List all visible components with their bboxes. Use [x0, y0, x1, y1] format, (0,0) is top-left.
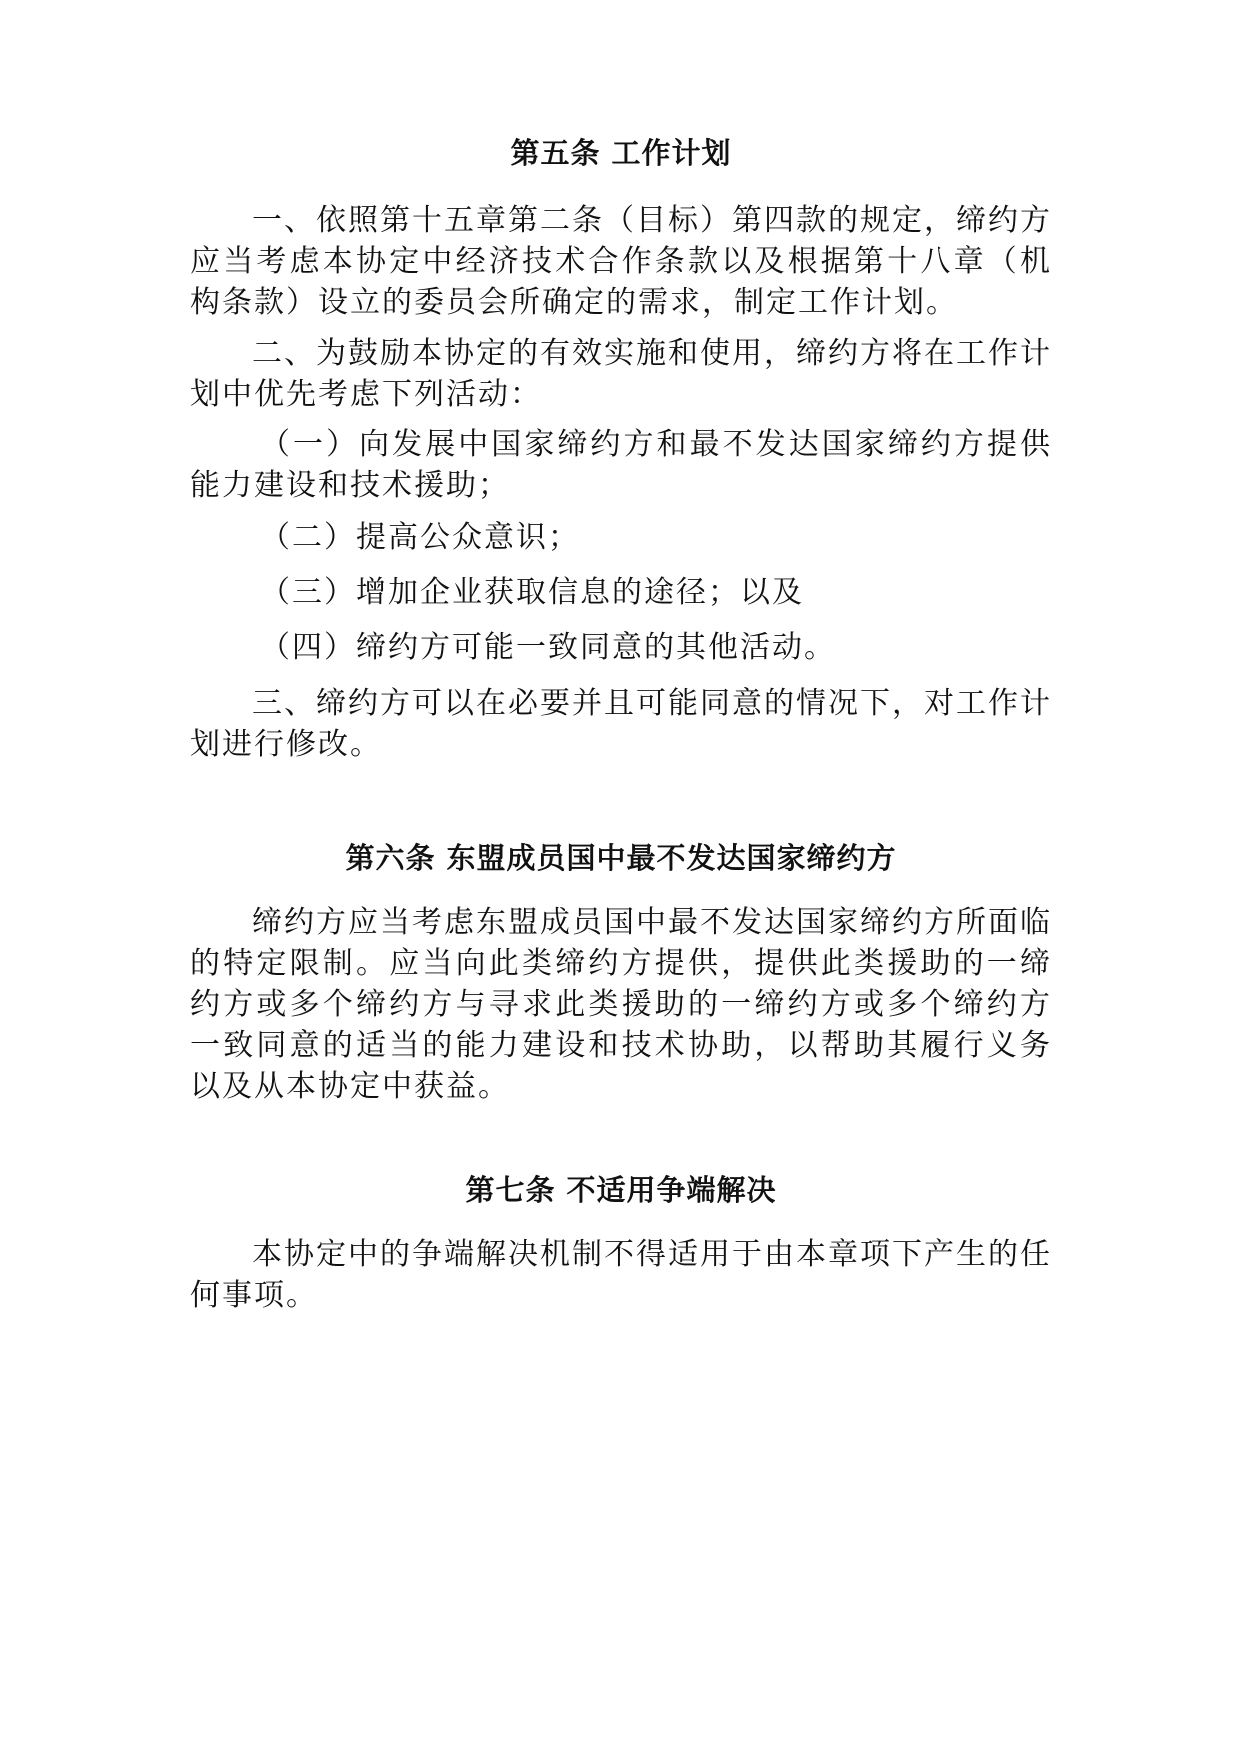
article-6-heading: 第六条 东盟成员国中最不发达国家缔约方 — [345, 841, 897, 875]
article-7-paragraph-1: 本协定中的争端解决机制不得适用于由本章项下产生的任何事项。 — [190, 1237, 1052, 1313]
article-5-paragraph-3: 三、缔约方可以在必要并且可能同意的情况下，对工作计划进行修改。 — [190, 686, 1052, 762]
article-5-item-2: （二）提高公众意识； — [260, 520, 580, 555]
article-5-paragraph-2: 二、为鼓励本协定的有效实施和使用，缔约方将在工作计划中优先考虑下列活动： — [190, 336, 1052, 412]
article-5-heading: 第五条 工作计划 — [510, 136, 732, 170]
article-6-paragraph-1: 缔约方应当考虑东盟成员国中最不发达国家缔约方所面临的特定限制。应当向此类缔约方提供，提供此类援助的一缔约方或多个缔约方与寻求此类援助的一缔约方或多个缔约方一致同意的适当的能力建设和技术协助，以帮助其履行义务以及从本协定中获益。 — [190, 905, 1052, 1104]
article-5-paragraph-1: 一、依照第十五章第二条（目标）第四款的规定，缔约方应当考虑本协定中经济技术合作条款以及根据第十八章（机构条款）设立的委员会所确定的需求，制定工作计划。 — [190, 203, 1052, 320]
article-5-item-4: （四）缔约方可能一致同意的其他活动。 — [260, 630, 836, 665]
article-7-heading: 第七条 不适用争端解决 — [465, 1173, 777, 1207]
article-5-item-1: （一）向发展中国家缔约方和最不发达国家缔约方提供能力建设和技术援助； — [190, 427, 1052, 503]
article-5-item-3: （三）增加企业获取信息的途径；以及 — [260, 575, 804, 610]
document-page — [190, 0, 1052, 1754]
